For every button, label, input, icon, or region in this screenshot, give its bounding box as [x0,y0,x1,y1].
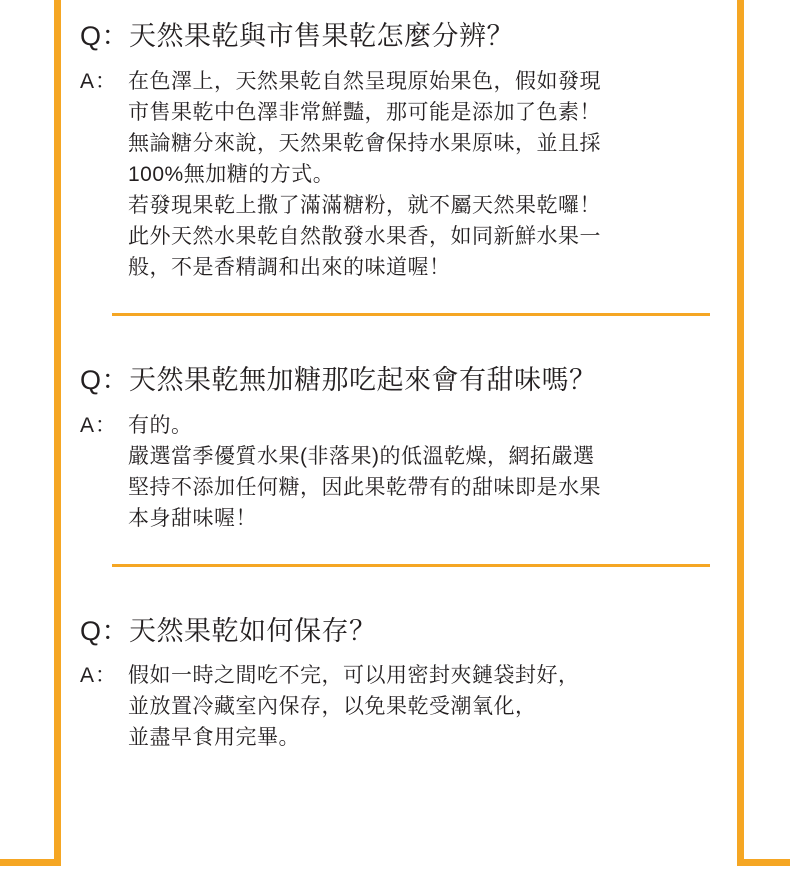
answer-line: 有的。 [128,413,193,437]
faq-answer [80,660,720,753]
frame-border-bottom-right [737,859,790,866]
answer-line: 100%無加糖的方式。 [128,162,335,186]
answer-line: 若發現果乾上撒了滿滿糖粉，就不屬天然果乾囉！ [128,193,601,217]
answer-line: 本身甜味喔！ [128,506,257,530]
answer-line: 無論糖分來說，天然果乾會保持水果原味，並且採 [128,131,601,155]
faq-question: Q：天然果乾與市售果乾怎麼分辨？ [80,21,515,51]
spacer [80,283,720,313]
faq-question: Q：天然果乾如何保存？ [80,615,377,646]
answer-label: A： [80,69,118,93]
spacer [80,534,720,564]
spacer [80,567,720,613]
faq-item [80,362,720,534]
answer-line: 此外天然水果乾自然散發水果香，如同新鮮水果一 [128,224,601,248]
answer-label: A： [80,664,118,688]
answer-line: 般，不是香精調和出來的味道喔！ [128,255,451,279]
frame-border-right [737,0,744,866]
answer-text [128,66,720,283]
answer-text [128,660,720,753]
faq-answer [80,66,720,283]
frame-border-bottom-left [0,859,61,866]
answer-line: 市售果乾中色澤非常鮮豔，那可能是添加了色素！ [128,100,601,124]
answer-label: A： [80,413,118,437]
frame-border-left [54,0,61,866]
faq-item [80,613,720,754]
answer-line: 並盡早食用完畢。 [128,726,300,750]
answer-line: 假如一時之間吃不完，可以用密封夾鏈袋封好， [128,664,580,688]
answer-text [128,410,720,534]
answer-line: 在色澤上，天然果乾自然呈現原始果色，假如發現 [128,69,601,93]
answer-line: 嚴選當季優質水果(非落果)的低溫乾燥，網拓嚴選 [128,444,595,468]
answer-line: 並放置冷藏室內保存，以免果乾受潮氧化， [128,695,537,719]
faq-list [80,0,720,753]
faq-answer [80,410,720,534]
faq-item [80,18,720,283]
answer-line: 堅持不添加任何糖，因此果乾帶有的甜味即是水果 [128,475,601,499]
spacer [80,316,720,362]
faq-question: Q：天然果乾無加糖那吃起來會有甜味嗎？ [80,364,597,395]
